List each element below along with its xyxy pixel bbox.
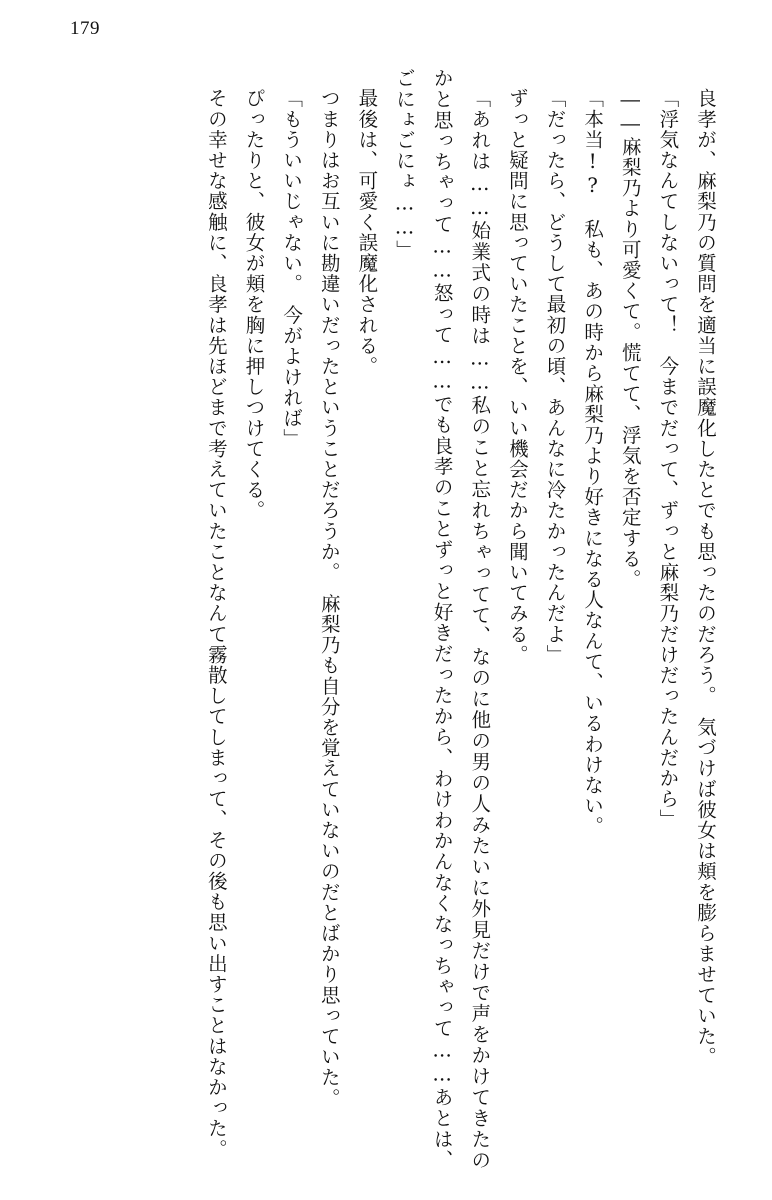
paragraph: 最後は、可愛く誤魔化される。 <box>355 87 379 376</box>
paragraph: 「あれは……始業式の時は……私のこと忘れちゃってて、なのに他の男の人みたいに外見だけで声をかけてきたのかと思っちゃって……怒って……でも良孝のことずっと好きだったから、わけわかんなくなっちゃって……あとは、ごにょごにょ……」 <box>393 68 492 1170</box>
paragraph: ずっと疑問に思っていたことを、いい機会だから聞いてみる。 <box>505 87 529 665</box>
paragraph: ぴったりと、彼女が頬を胸に押しつけてくる。 <box>242 87 266 521</box>
paragraph: 「浮気なんてしないって！ 今までだって、ずっと麻梨乃だけだったんだから」 <box>656 87 680 830</box>
paragraph: その幸せな感触に、良孝は先ほどまで考えていたことなんて霧散してしまって、その後も思い出すことはなかった。 <box>204 87 228 1159</box>
page-number: 179 <box>70 18 100 39</box>
paragraph: 「だったら、どうして最初の頃、あんなに冷たかったんだよ」 <box>543 87 567 665</box>
paragraph: つまりはお互いに勘違いだったということだろうか。 麻梨乃も自分を覚えていないのだとばかり思っていた。 <box>317 87 341 1108</box>
paragraph: 良孝が、麻梨乃の質問を適当に誤魔化したとでも思ったのだろう。 気づけば彼女は頬を膨らませていた。 <box>694 87 717 1067</box>
paragraph: ――麻梨乃より可愛くて。慌てて、浮気を否定する。 <box>618 87 642 589</box>
paragraph: 「本当!? 私も、あの時から麻梨乃より好きになる人なんて、いるわけない。 <box>581 87 605 837</box>
page-text-body <box>40 68 724 1170</box>
paragraph: 「もういいじゃない。 今がよければ」 <box>280 87 304 449</box>
